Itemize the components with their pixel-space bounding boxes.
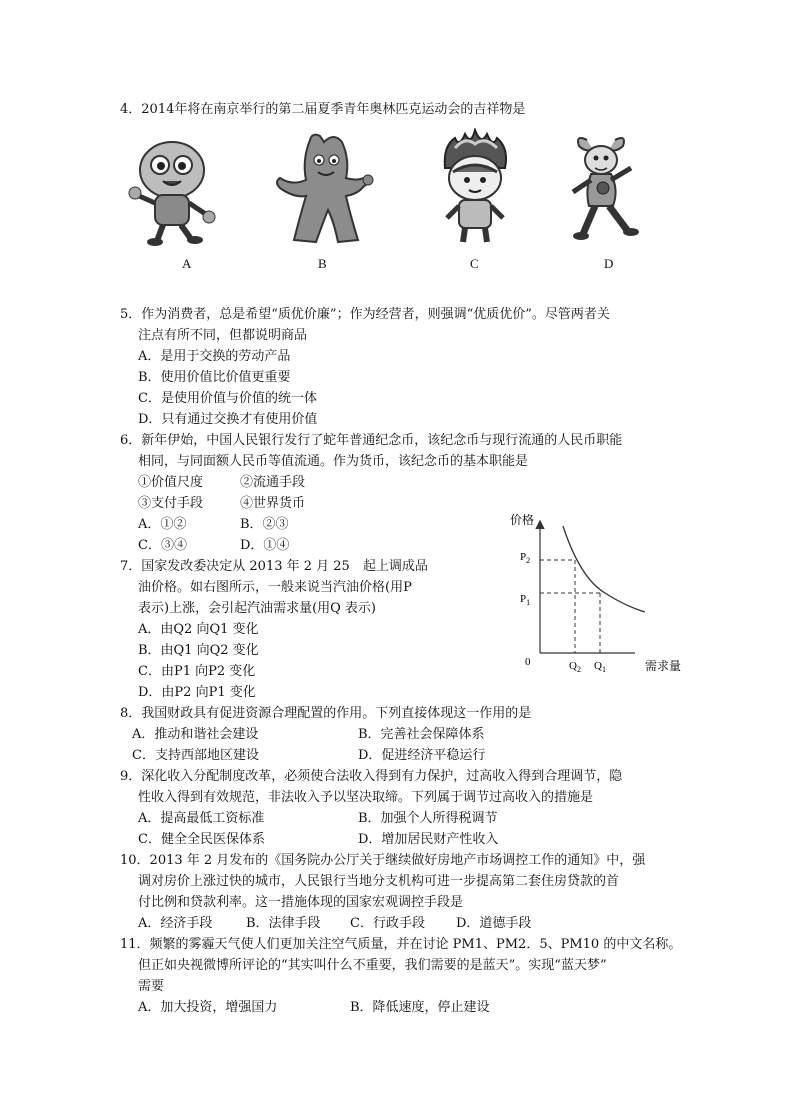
q5-option-a: A．是用于交换的劳动产品 bbox=[138, 349, 291, 364]
q5-option-d: D．只有通过交换才有使用价值 bbox=[138, 412, 318, 427]
q9-stem-line-1: 9．深化收入分配制度改革，必须使合法收入得到有力保护，过高收入得到合理调节，隐 bbox=[120, 769, 623, 784]
p1-label: $P_1$ bbox=[520, 593, 531, 607]
q9-stem-line-2: 性收入得到有效规范，非法收入予以坚决取缔。下列属于调节过高收入的措施是 bbox=[138, 790, 594, 805]
q6-option-a: A．①② bbox=[138, 517, 187, 532]
q6-item-2: ②流通手段 bbox=[240, 475, 306, 490]
q9-option-a: A．提高最低工资标准 bbox=[138, 811, 265, 826]
option-label-d: D bbox=[604, 256, 614, 271]
demand-curve-figure bbox=[495, 508, 695, 678]
q6-option-d: D．①④ bbox=[240, 538, 290, 553]
q9-option-b: B．加强个人所得税调节 bbox=[358, 811, 498, 826]
p2-label: $P_2$ bbox=[520, 551, 531, 565]
q6-item-4: ④世界货币 bbox=[240, 496, 306, 511]
option-label-c: C bbox=[470, 256, 479, 271]
q4-stem: 4．2014年将在南京举行的第二届夏季青年奥林匹克运动会的吉祥物是 bbox=[120, 102, 526, 117]
q7-stem-line-3: 表示)上涨，会引起汽油需求量(用Q 表示) bbox=[138, 601, 377, 616]
origin-label: 0 bbox=[525, 656, 531, 668]
q11-stem-line-3: 需要 bbox=[138, 979, 165, 994]
q10-stem-line-3: 付比例和贷款利率。这一措施体现的国家宏观调控手段是 bbox=[138, 895, 464, 910]
mascot-c-icon bbox=[425, 128, 525, 246]
q10-stem-line-2: 调对房价上涨过快的城市，人民银行当地分支机构可进一步提高第二套住房贷款的首 bbox=[138, 874, 620, 889]
q7-stem-line-2: 油价格。如右图所示，一般来说当汽油价格(用P bbox=[138, 580, 412, 595]
q5-option-b: B．使用价值比价值更重要 bbox=[138, 370, 291, 385]
q5-option-c: C．是使用价值与价值的统一体 bbox=[138, 391, 317, 406]
q8-option-b: B．完善社会保障体系 bbox=[358, 727, 485, 742]
q2-label: $Q_2$ bbox=[569, 660, 581, 674]
mascot-b-icon bbox=[272, 130, 382, 248]
q11-option-a: A．加大投资，增强国力 bbox=[138, 1000, 278, 1015]
q8-option-c: C．支持西部地区建设 bbox=[132, 748, 259, 763]
q7-option-d: D．由P2 向P1 变化 bbox=[138, 685, 256, 700]
q9-option-c: C．健全全民医保体系 bbox=[138, 832, 265, 847]
q6-option-c: C．③④ bbox=[138, 538, 187, 553]
q8-stem: 8．我国财政具有促进资源合理配置的作用。下列直接体现这一作用的是 bbox=[120, 706, 532, 721]
q6-stem-line-2: 相同，与同面额人民币等值流通。作为货币，该纪念币的基本职能是 bbox=[138, 454, 529, 469]
q11-stem-line-1: 11．频繁的雾霾天气使人们更加关注空气质量，并在讨论 PM1、PM2．5、PM10 的中文名称。 bbox=[120, 937, 682, 952]
q6-option-b: B．②③ bbox=[240, 517, 289, 532]
q8-option-a: A．推动和谐社会建设 bbox=[132, 727, 259, 742]
q11-stem-line-2: 但正如央视微博所评论的“其实叫什么不重要，我们需要的是蓝天”。实现“蓝天梦” bbox=[138, 958, 607, 973]
option-label-b: B bbox=[318, 256, 327, 271]
q6-item-3: ③支付手段 bbox=[138, 496, 204, 511]
q6-stem-line-1: 6．新年伊始，中国人民银行发行了蛇年普通纪念币，该纪念币与现行流通的人民币职能 bbox=[120, 433, 623, 448]
x-axis-label: 需求量 bbox=[645, 659, 682, 673]
q7-option-b: B．由Q1 向Q2 变化 bbox=[138, 643, 259, 658]
q7-stem-line-1: 7．国家发改委决定从 2013 年 2 月 25 起上调成品 bbox=[120, 559, 428, 574]
q10-option-c: C．行政手段 bbox=[350, 916, 425, 931]
mascot-d-icon bbox=[565, 130, 660, 245]
q9-option-d: D．增加居民财产性收入 bbox=[358, 832, 499, 847]
q10-option-b: B．法律手段 bbox=[246, 916, 321, 931]
q6-item-1: ①价值尺度 bbox=[138, 475, 204, 490]
q11-option-b: B．降低速度，停止建设 bbox=[350, 1000, 490, 1015]
q7-option-a: A．由Q2 向Q1 变化 bbox=[138, 622, 259, 637]
q5-stem-line-1: 5．作为消费者，总是希望“质优价廉”；作为经营者，则强调“优质优价”。尽管两者关 bbox=[120, 307, 610, 322]
y-axis-label: 价格 bbox=[510, 513, 535, 527]
q8-option-d: D．促进经济平稳运行 bbox=[358, 748, 486, 763]
mascot-a-icon bbox=[125, 135, 220, 247]
q10-option-a: A．经济手段 bbox=[138, 916, 213, 931]
q1-label: $Q_1$ bbox=[594, 660, 606, 674]
q10-stem-line-1: 10．2013 年 2 月发布的《国务院办公厅关于继续做好房地产市场调控工作的通知》中，强 bbox=[120, 853, 646, 868]
q10-option-d: D．道德手段 bbox=[456, 916, 532, 931]
q7-option-c: C．由P1 向P2 变化 bbox=[138, 664, 256, 679]
option-label-a: A bbox=[182, 256, 192, 271]
q5-stem-line-2: 注点有所不同，但都说明商品 bbox=[138, 328, 308, 343]
